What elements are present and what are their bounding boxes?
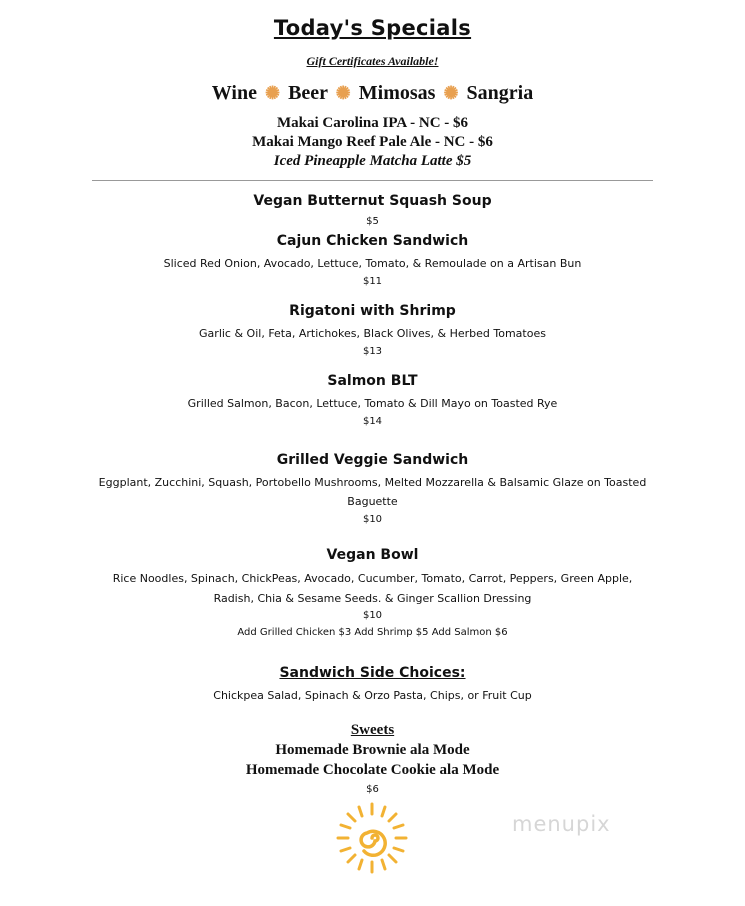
section-divider [92, 180, 653, 181]
sun-swirl-icon [334, 800, 410, 876]
special-bowl-price: $10 [362, 610, 383, 621]
sweets-item: Homemade Brownie ala Mode [275, 742, 470, 758]
special-veggie-price: $10 [362, 514, 383, 525]
special-bowl-addons: Add Grilled Chicken $3 Add Shrimp $5 Add Salmon $6 [237, 627, 508, 638]
sunburst-icon: ✺ [335, 83, 351, 103]
page-title: Today's Specials [273, 16, 472, 40]
special-rigatoni-name: Rigatoni with Shrimp [289, 303, 456, 319]
gift-certificates-note: Gift Certificates Available! [306, 54, 439, 68]
special-salmon-price: $14 [362, 416, 383, 427]
beverage-item: Makai Carolina IPA - NC - $6 [276, 115, 469, 131]
sweets-item: Homemade Chocolate Cookie ala Mode [245, 762, 500, 778]
sweets-price: $6 [366, 784, 379, 795]
special-cajun-name: Cajun Chicken Sandwich [276, 233, 469, 249]
drinks-line [0, 82, 745, 105]
drink-sangria: Sangria [466, 82, 534, 104]
drink-beer: Beer [288, 82, 328, 104]
special-bowl-name: Vegan Bowl [326, 547, 419, 563]
special-rigatoni-price: $13 [362, 346, 383, 357]
special-soup-name: Vegan Butternut Squash Soup [253, 193, 492, 209]
special-salmon-name: Salmon BLT [327, 373, 418, 389]
sweets-heading: Sweets [350, 722, 395, 738]
special-veggie-desc: Eggplant, Zucchini, Squash, Portobello Mushrooms, Melted Mozzarella & Balsamic Glaze on Toasted [98, 476, 647, 489]
watermark-text: menupix [512, 812, 611, 836]
drink-mimosas: Mimosas [358, 82, 436, 104]
sides-heading: Sandwich Side Choices: [279, 665, 466, 681]
special-salmon-desc: Grilled Salmon, Bacon, Lettuce, Tomato & Dill Mayo on Toasted Rye [187, 397, 558, 410]
special-cajun-price: $11 [362, 276, 383, 287]
sunburst-icon: ✺ [264, 83, 281, 103]
beverage-item: Makai Mango Reef Pale Ale - NC - $6 [252, 134, 493, 150]
sunburst-icon: ✺ [443, 83, 459, 103]
special-veggie-name: Grilled Veggie Sandwich [276, 452, 469, 468]
sides-items: Chickpea Salad, Spinach & Orzo Pasta, Chips, or Fruit Cup [213, 689, 532, 702]
special-bowl-desc: Rice Noodles, Spinach, ChickPeas, Avocado, Cucumber, Tomato, Carrot, Peppers, Green Apple, [112, 572, 633, 585]
special-cajun-desc: Sliced Red Onion, Avocado, Lettuce, Tomato, & Remoulade on a Artisan Bun [163, 257, 582, 270]
special-soup-price: $5 [366, 216, 379, 227]
special-veggie-desc-2: Baguette [347, 495, 398, 508]
beverage-item: Iced Pineapple Matcha Latte $5 [273, 153, 472, 169]
drink-wine: Wine [211, 82, 257, 104]
special-bowl-desc-2: Radish, Chia & Sesame Seeds. & Ginger Scallion Dressing [213, 592, 532, 605]
special-rigatoni-desc: Garlic & Oil, Feta, Artichokes, Black Olives, & Herbed Tomatoes [199, 327, 546, 340]
